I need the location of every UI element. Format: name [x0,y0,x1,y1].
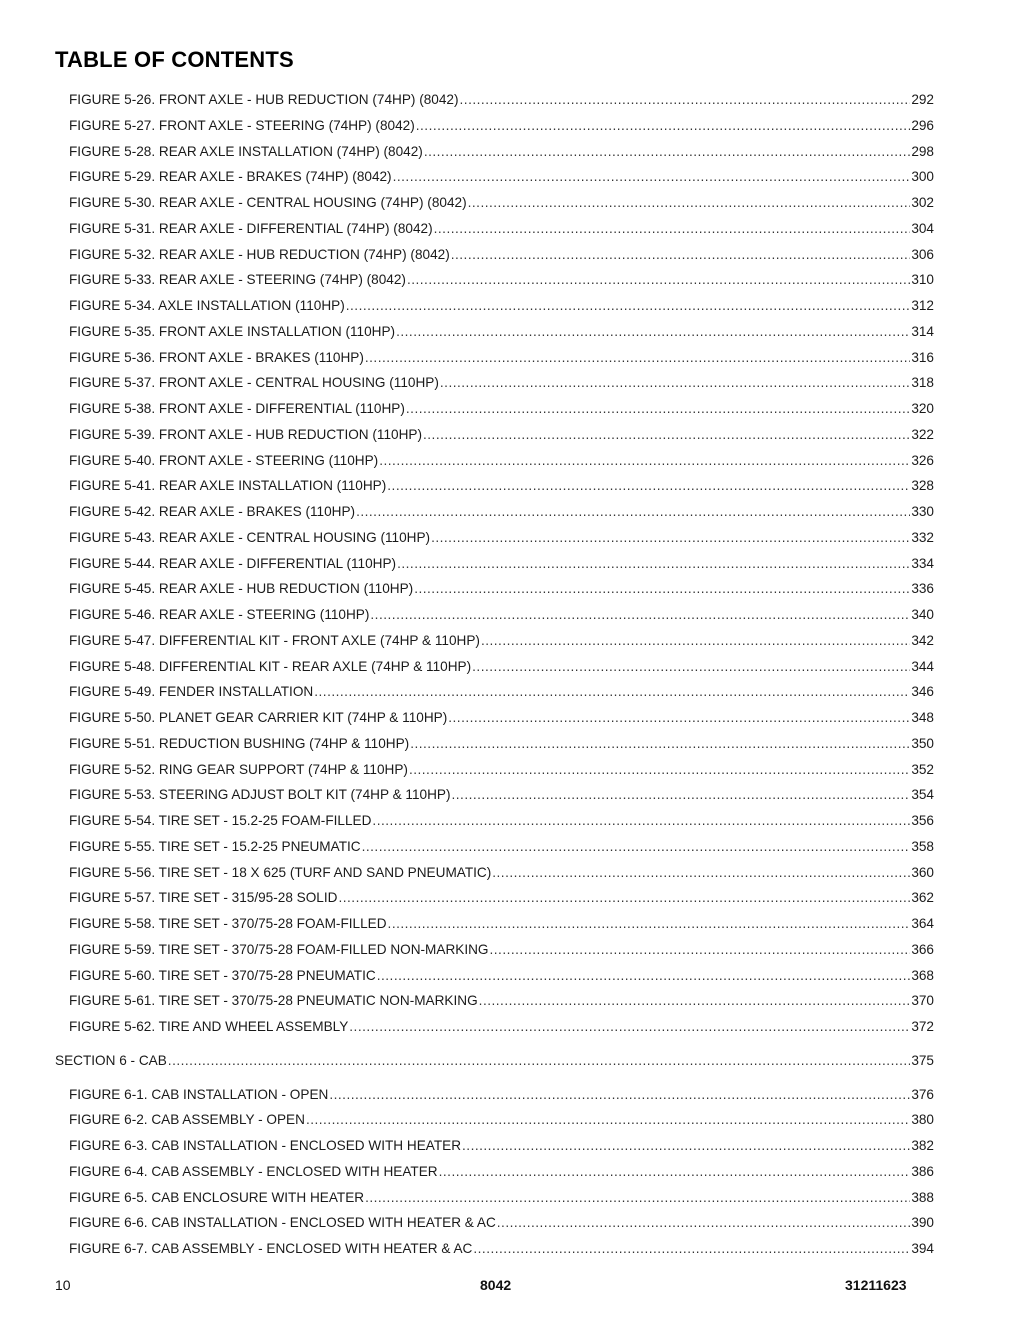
toc-entry[interactable] [69,323,934,341]
toc-entry-label: FIGURE 6-1. CAB INSTALLATION - OPEN [69,1086,329,1102]
footer-doc-number: 31211623 [845,1277,907,1293]
dot-leader [434,220,911,238]
toc-entry[interactable] [69,220,934,238]
toc-entry-page: 302 [911,195,934,210]
toc-entry-page: 352 [911,761,934,777]
toc-entry-page: 376 [911,1086,934,1102]
toc-entry[interactable] [69,246,934,264]
toc-entry-label: FIGURE 5-54. TIRE SET - 15.2-25 FOAM-FILLED [69,813,372,828]
toc-entry-page: 292 [911,92,934,107]
toc-entry-page: 318 [911,375,934,391]
dot-leader [460,91,911,109]
toc-entry-label: FIGURE 5-26. FRONT AXLE - HUB REDUCTION (74HP) (8042) [69,92,459,107]
toc-entry-label: FIGURE 5-37. FRONT AXLE - CENTRAL HOUSING (110HP) [69,375,439,391]
toc-entry-page: 386 [911,1163,934,1179]
dot-leader [329,1086,910,1104]
dot-leader [406,400,910,418]
toc-entry[interactable] [69,1111,934,1129]
toc-entry-label: FIGURE 5-47. DIFFERENTIAL KIT - FRONT AXLE (74HP & 110HP) [69,632,480,648]
dot-leader [388,915,911,933]
dot-leader [452,786,911,804]
toc-entry-label: FIGURE 5-57. TIRE SET - 315/95-28 SOLID [69,890,338,906]
toc-entry-label: FIGURE 5-41. REAR AXLE INSTALLATION (110HP) [69,478,387,494]
dot-leader [468,194,911,212]
toc-entry-label: FIGURE 5-36. FRONT AXLE - BRAKES (110HP) [69,349,364,365]
toc-entry-label: FIGURE 5-27. FRONT AXLE - STEERING (74HP) (8042) [69,117,415,133]
dot-leader [431,529,910,547]
dot-leader [397,555,910,573]
toc-entry[interactable] [69,632,934,650]
dot-leader [349,1018,910,1036]
toc-entry[interactable] [69,452,934,470]
toc-entry-page: 298 [911,143,934,159]
toc-entry-label: FIGURE 6-4. CAB ASSEMBLY - ENCLOSED WITH HEATER [69,1163,438,1179]
toc-entry[interactable] [69,117,934,135]
dot-leader [346,297,911,315]
toc-entry-page: 346 [911,684,934,700]
toc-entry-label: FIGURE 5-48. DIFFERENTIAL KIT - REAR AXLE (74HP & 110HP) [69,658,472,674]
toc-entry[interactable] [69,735,934,753]
toc-entry-label: SECTION 6 - CAB [55,1052,167,1068]
toc-entry[interactable] [69,683,934,701]
toc-entry[interactable] [69,503,934,521]
toc-entry-page: 370 [911,993,934,1009]
toc-entry-page: 382 [911,1138,934,1153]
dot-leader [451,246,911,264]
dot-leader [410,735,910,753]
toc-entry[interactable] [69,967,934,985]
dot-leader [393,168,911,186]
toc-entry-label: FIGURE 5-44. REAR AXLE - DIFFERENTIAL (110HP) [69,555,397,571]
toc-entry-page: 342 [911,632,934,648]
toc-entry-label: FIGURE 5-43. REAR AXLE - CENTRAL HOUSING (110HP) [69,529,431,545]
toc-entry[interactable] [69,709,934,727]
dot-leader [338,889,910,907]
toc-entry-page: 322 [911,426,934,442]
toc-entry-page: 362 [911,890,934,906]
toc-entry-page: 326 [911,452,934,468]
toc-entry-page: 380 [911,1112,934,1128]
toc-entry-label: FIGURE 5-29. REAR AXLE - BRAKES (74HP) (8042) [69,169,392,185]
dot-leader [448,709,910,727]
toc-entry-label: FIGURE 6-5. CAB ENCLOSURE WITH HEATER [69,1189,365,1205]
toc-entry-label: FIGURE 5-61. TIRE SET - 370/75-28 PNEUMATIC NON-MARKING [69,993,478,1009]
toc-entry-label: FIGURE 5-55. TIRE SET - 15.2-25 PNEUMATIC [69,838,361,854]
dot-leader [462,1137,910,1155]
dot-leader [414,580,910,598]
toc-entry-page: 296 [911,117,934,133]
toc-entry[interactable] [69,864,934,882]
dot-leader [439,1163,911,1181]
toc-entry[interactable] [69,1189,934,1207]
dot-leader [362,838,911,856]
toc-entry[interactable] [69,838,934,856]
toc-entry-label: FIGURE 6-3. CAB INSTALLATION - ENCLOSED WITH HEATER [69,1138,462,1153]
toc-entry[interactable] [69,194,934,212]
toc-entry-page: 366 [911,941,934,957]
dot-leader [365,349,910,367]
toc-entry-label: FIGURE 5-31. REAR AXLE - DIFFERENTIAL (74HP) (8042) [69,220,433,236]
toc-entry[interactable] [69,426,934,444]
dot-leader [365,1189,910,1207]
toc-entry[interactable] [69,941,934,959]
dot-leader [396,323,910,341]
toc-entry-page: 394 [911,1241,934,1256]
dot-leader [472,658,910,676]
toc-entry[interactable] [69,297,934,315]
dot-leader [409,761,910,779]
toc-entry[interactable] [69,555,934,573]
toc-entry-page: 360 [911,864,934,880]
toc-entry-label: FIGURE 5-60. TIRE SET - 370/75-28 PNEUMATIC [69,967,376,983]
footer-model: 8042 [480,1277,512,1293]
toc-entry[interactable] [69,1018,934,1036]
toc-entry-label: FIGURE 5-28. REAR AXLE INSTALLATION (74HP) (8042) [69,143,423,159]
toc-entry-label: FIGURE 5-51. REDUCTION BUSHING (74HP & 110HP) [69,735,410,751]
toc-entry[interactable] [69,91,934,109]
toc-entry-label: FIGURE 5-52. RING GEAR SUPPORT (74HP & 110HP) [69,761,408,777]
toc-entry[interactable] [69,168,934,186]
toc-entry-page: 332 [911,529,934,545]
toc-entry-page: 350 [911,735,934,751]
toc-entry[interactable] [69,529,934,547]
dot-leader [407,271,910,289]
toc-entry[interactable] [69,1137,934,1155]
toc-entry-page: 356 [911,813,934,828]
toc-entry[interactable] [69,400,934,418]
toc-entry-page: 314 [911,323,934,339]
toc-entry[interactable] [69,812,934,830]
toc-entry[interactable] [69,761,934,779]
toc-entry-label: FIGURE 6-2. CAB ASSEMBLY - OPEN [69,1112,305,1128]
toc-entry-page: 368 [911,967,934,983]
dot-leader [356,503,910,521]
toc-entry[interactable] [69,271,934,289]
dot-leader [168,1052,911,1070]
footer-page-number: 10 [55,1277,71,1293]
dot-leader [306,1111,910,1129]
toc-entry[interactable] [69,915,934,933]
toc-entry-page: 320 [911,401,934,416]
toc-entry-page: 354 [911,787,934,803]
dot-leader [379,452,910,470]
toc-entry[interactable] [69,1240,934,1258]
toc-entry-label: FIGURE 5-40. FRONT AXLE - STEERING (110HP) [69,452,379,468]
toc-entry-label: FIGURE 5-58. TIRE SET - 370/75-28 FOAM-FILLED [69,916,387,931]
dot-leader [492,864,910,882]
toc-entry-page: 364 [911,916,934,931]
toc-entry-page: 310 [911,272,934,288]
toc-entry-label: FIGURE 5-30. REAR AXLE - CENTRAL HOUSING (74HP) (8042) [69,195,467,210]
toc-entry[interactable] [69,374,934,392]
toc-entry-page: 306 [911,246,934,262]
toc-entry[interactable] [69,1086,934,1104]
dot-leader [473,1240,910,1258]
toc-entry-label: FIGURE 5-34. AXLE INSTALLATION (110HP) [69,298,345,313]
toc-entry-page: 316 [911,349,934,365]
toc-entry-page: 304 [911,220,934,236]
toc-entry[interactable] [69,349,934,367]
dot-leader [481,632,910,650]
toc-entry-label: FIGURE 5-46. REAR AXLE - STEERING (110HP) [69,607,370,622]
toc-entry-label: FIGURE 5-56. TIRE SET - 18 X 625 (TURF AND SAND PNEUMATIC) [69,864,492,880]
dot-leader [370,606,910,624]
toc-entry-label: FIGURE 5-33. REAR AXLE - STEERING (74HP) (8042) [69,272,406,288]
toc-entry-page: 344 [911,658,934,674]
toc-entry-label: FIGURE 6-7. CAB ASSEMBLY - ENCLOSED WITH HEATER & AC [69,1241,473,1256]
dot-leader [497,1214,911,1232]
toc-entry[interactable] [69,580,934,598]
dot-leader [423,426,910,444]
toc-entry-page: 330 [911,504,934,519]
toc-entry[interactable] [69,1163,934,1181]
toc-entry-page: 375 [911,1052,934,1068]
toc-entry-label: FIGURE 5-53. STEERING ADJUST BOLT KIT (74HP & 110HP) [69,787,451,803]
dot-leader [387,477,910,495]
toc-entry-label: FIGURE 5-45. REAR AXLE - HUB REDUCTION (110HP) [69,581,414,597]
toc-entry-label: FIGURE 5-38. FRONT AXLE - DIFFERENTIAL (110HP) [69,401,405,416]
dot-leader [314,683,910,701]
toc-entry[interactable] [69,889,934,907]
toc-section-entry[interactable] [55,1052,934,1070]
toc-entry-page: 312 [911,298,934,313]
toc-entry-page: 390 [911,1215,934,1231]
toc-entry-page: 348 [911,710,934,725]
dot-leader [372,812,910,830]
toc-entry-label: FIGURE 5-50. PLANET GEAR CARRIER KIT (74HP & 110HP) [69,710,448,725]
toc-entry-label: FIGURE 5-42. REAR AXLE - BRAKES (110HP) [69,504,356,519]
toc-entry[interactable] [69,786,934,804]
toc-entry[interactable] [69,606,934,624]
toc-entry[interactable] [69,658,934,676]
toc-entry-label: FIGURE 5-32. REAR AXLE - HUB REDUCTION (74HP) (8042) [69,246,450,262]
toc-entry[interactable] [69,143,934,161]
toc-entry-label: FIGURE 5-49. FENDER INSTALLATION [69,684,314,700]
toc-entry-page: 358 [911,838,934,854]
toc-entry-page: 372 [911,1019,934,1034]
page-title: TABLE OF CONTENTS [55,47,294,72]
toc-entry[interactable] [69,1214,934,1232]
toc-entry-label: FIGURE 5-35. FRONT AXLE INSTALLATION (110HP) [69,323,396,339]
toc-entry-page: 336 [911,581,934,597]
toc-entry[interactable] [69,992,934,1010]
toc-entry-page: 328 [911,478,934,494]
toc-entry-label: FIGURE 5-39. FRONT AXLE - HUB REDUCTION (110HP) [69,426,422,442]
toc-entry-page: 340 [911,607,934,622]
dot-leader [490,941,911,959]
toc-entry-label: FIGURE 6-6. CAB INSTALLATION - ENCLOSED WITH HEATER & AC [69,1215,496,1231]
dot-leader [424,143,911,161]
toc-entry-page: 300 [911,169,934,185]
toc-entry-label: FIGURE 5-62. TIRE AND WHEEL ASSEMBLY [69,1019,349,1034]
dot-leader [377,967,911,985]
toc-entry-page: 388 [911,1189,934,1205]
dot-leader [416,117,911,135]
dot-leader [479,992,911,1010]
dot-leader [440,374,910,392]
toc-entry-label: FIGURE 5-59. TIRE SET - 370/75-28 FOAM-FILLED NON-MARKING [69,941,489,957]
toc-entry-page: 334 [911,555,934,571]
toc-entry[interactable] [69,477,934,495]
